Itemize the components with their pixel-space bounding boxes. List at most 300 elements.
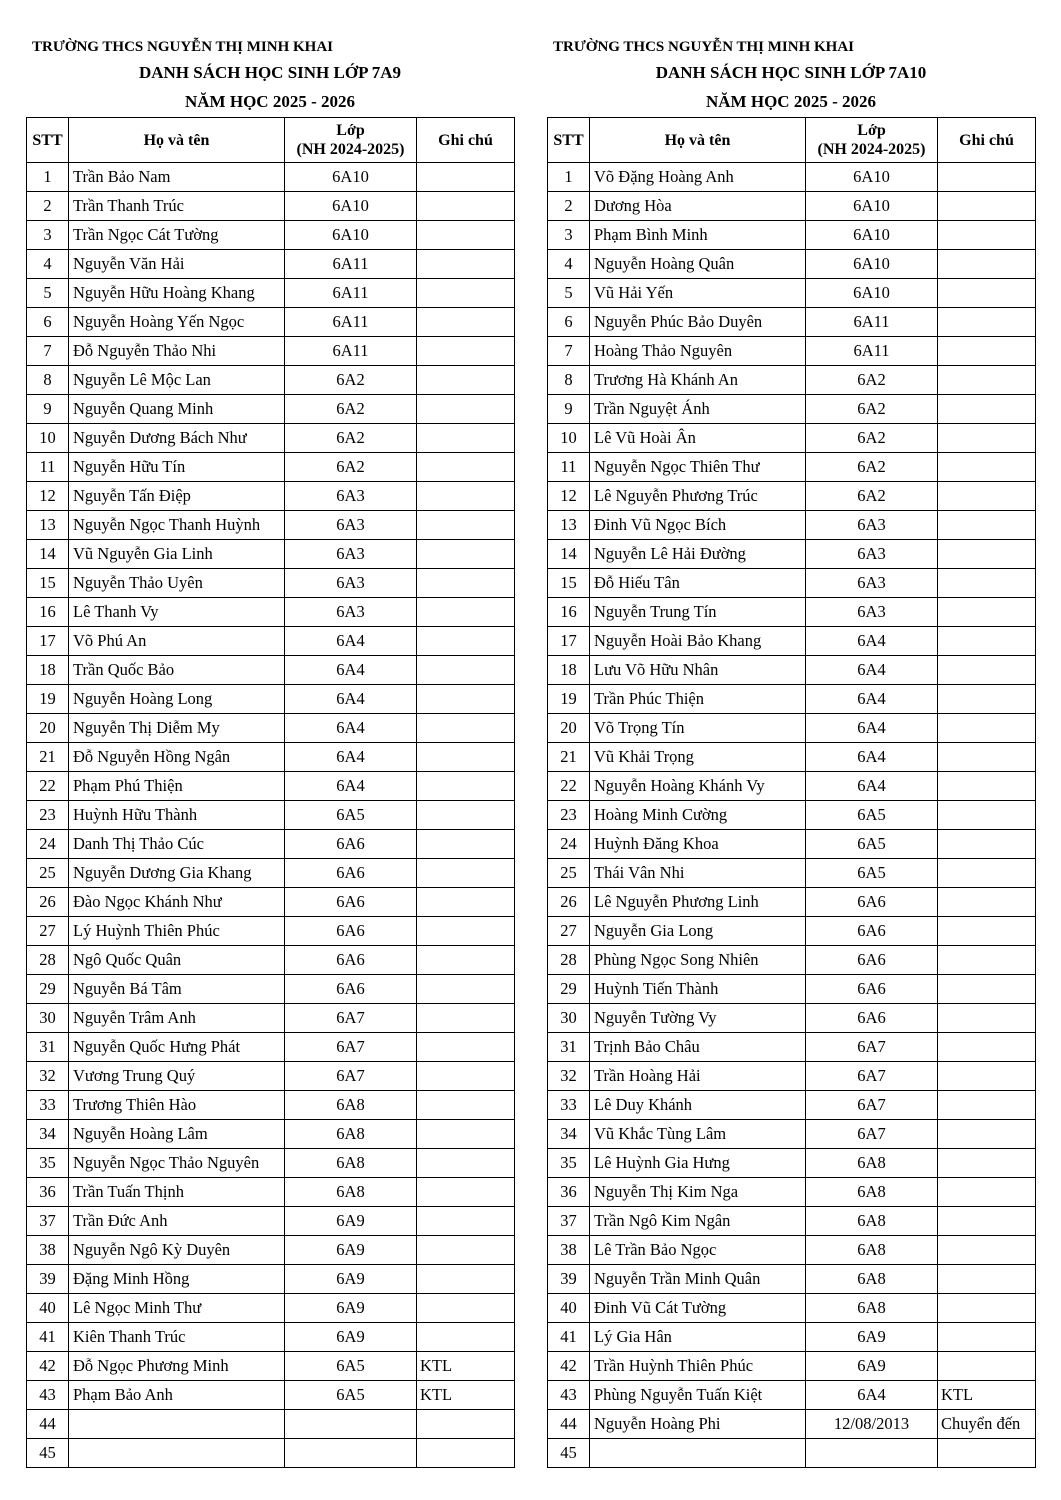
row-note: [938, 888, 1036, 917]
student-name: Vũ Nguyễn Gia Linh: [69, 540, 285, 569]
row-number: 25: [27, 859, 69, 888]
previous-class: 6A8: [806, 1294, 938, 1323]
row-note: [938, 917, 1036, 946]
student-name: Đỗ Nguyễn Thảo Nhi: [69, 337, 285, 366]
row-note: [417, 1004, 515, 1033]
table-row: [27, 685, 515, 714]
previous-class: 6A8: [285, 1178, 417, 1207]
student-name: Nguyễn Hoàng Phi: [590, 1410, 806, 1439]
row-note: [417, 743, 515, 772]
row-number: 45: [548, 1439, 590, 1468]
row-number: 33: [27, 1091, 69, 1120]
student-name: Nguyễn Hoàng Quân: [590, 250, 806, 279]
previous-class: 6A6: [285, 917, 417, 946]
row-number: 39: [27, 1265, 69, 1294]
table-row: [27, 482, 515, 511]
row-number: 14: [548, 540, 590, 569]
student-name: Nguyễn Lê Hải Đường: [590, 540, 806, 569]
table-row: [27, 540, 515, 569]
table-row: [548, 1352, 1036, 1381]
previous-class: 6A2: [285, 395, 417, 424]
table-row: [27, 1381, 515, 1410]
student-name: Phùng Nguyễn Tuấn Kiệt: [590, 1381, 806, 1410]
row-note: [938, 424, 1036, 453]
row-note: [938, 656, 1036, 685]
row-note: [417, 685, 515, 714]
previous-class: 12/08/2013: [806, 1410, 938, 1439]
row-number: 31: [27, 1033, 69, 1062]
previous-class: 6A3: [285, 598, 417, 627]
class-list-7a10: [547, 36, 1035, 1468]
table-row: [27, 1004, 515, 1033]
previous-class: 6A10: [806, 250, 938, 279]
row-number: 10: [27, 424, 69, 453]
table-row: [27, 424, 515, 453]
row-note: [938, 221, 1036, 250]
row-note: [938, 366, 1036, 395]
row-number: 37: [548, 1207, 590, 1236]
student-name: Huỳnh Tiến Thành: [590, 975, 806, 1004]
previous-class: 6A8: [806, 1149, 938, 1178]
header-class: [806, 118, 938, 163]
previous-class: 6A2: [285, 366, 417, 395]
student-name: Dương Hòa: [590, 192, 806, 221]
row-note: [417, 395, 515, 424]
row-note: [938, 337, 1036, 366]
row-note: [417, 1091, 515, 1120]
student-name: Nguyễn Tường Vy: [590, 1004, 806, 1033]
row-note: [938, 482, 1036, 511]
row-note: [417, 163, 515, 192]
previous-class: 6A2: [806, 395, 938, 424]
row-note: [938, 1265, 1036, 1294]
row-number: 20: [548, 714, 590, 743]
student-name: Đào Ngọc Khánh Như: [69, 888, 285, 917]
row-number: 2: [548, 192, 590, 221]
previous-class: 6A5: [285, 801, 417, 830]
table-row: [27, 772, 515, 801]
table-row: [548, 1178, 1036, 1207]
student-name: Nguyễn Hoàng Khánh Vy: [590, 772, 806, 801]
previous-class: 6A11: [285, 308, 417, 337]
table-row: [548, 1410, 1036, 1439]
row-note: [417, 714, 515, 743]
header-note: Ghi chú: [938, 118, 1036, 163]
previous-class: 6A9: [285, 1294, 417, 1323]
table-row: [27, 946, 515, 975]
row-note: [938, 946, 1036, 975]
row-number: 45: [27, 1439, 69, 1468]
student-name: Trần Bảo Nam: [69, 163, 285, 192]
header-stt: STT: [27, 118, 69, 163]
previous-class: 6A11: [806, 337, 938, 366]
header-class-line1: Lớp: [857, 122, 886, 139]
previous-class: 6A6: [806, 1004, 938, 1033]
previous-class: 6A4: [285, 714, 417, 743]
student-name: Hoàng Minh Cường: [590, 801, 806, 830]
row-number: 36: [27, 1178, 69, 1207]
previous-class: 6A6: [285, 888, 417, 917]
table-row: [548, 1323, 1036, 1352]
student-name: Ngô Quốc Quân: [69, 946, 285, 975]
row-number: 44: [548, 1410, 590, 1439]
table-row: [27, 743, 515, 772]
student-table: [26, 117, 515, 1468]
table-row: [548, 1004, 1036, 1033]
row-number: 34: [548, 1120, 590, 1149]
row-number: 31: [548, 1033, 590, 1062]
row-note: [417, 424, 515, 453]
previous-class: 6A11: [285, 337, 417, 366]
table-row: [548, 859, 1036, 888]
student-name: Nguyễn Trần Minh Quân: [590, 1265, 806, 1294]
previous-class: 6A8: [806, 1178, 938, 1207]
table-header-row: [548, 118, 1036, 163]
row-number: 35: [27, 1149, 69, 1178]
table-row: [27, 1265, 515, 1294]
table-row: [548, 772, 1036, 801]
table-row: [27, 221, 515, 250]
previous-class: 6A10: [806, 221, 938, 250]
table-row: [548, 221, 1036, 250]
table-row: [27, 308, 515, 337]
row-number: 6: [548, 308, 590, 337]
row-note: [938, 192, 1036, 221]
previous-class: 6A3: [285, 569, 417, 598]
student-name: Đinh Vũ Cát Tường: [590, 1294, 806, 1323]
table-row: [27, 511, 515, 540]
row-note: [417, 656, 515, 685]
previous-class: 6A8: [285, 1120, 417, 1149]
student-name: Nguyễn Ngọc Thảo Nguyên: [69, 1149, 285, 1178]
table-row: [548, 1062, 1036, 1091]
previous-class: 6A9: [806, 1323, 938, 1352]
previous-class: 6A8: [806, 1265, 938, 1294]
row-note: [417, 1149, 515, 1178]
header-stt: STT: [548, 118, 590, 163]
previous-class: 6A7: [285, 1004, 417, 1033]
previous-class: 6A9: [806, 1352, 938, 1381]
student-name: Nguyễn Ngô Kỳ Duyên: [69, 1236, 285, 1265]
student-name: Trần Tuấn Thịnh: [69, 1178, 285, 1207]
table-row: [548, 888, 1036, 917]
row-number: 5: [548, 279, 590, 308]
row-note: [417, 1120, 515, 1149]
row-number: 18: [27, 656, 69, 685]
school-year: NĂM HỌC 2025 - 2026: [706, 92, 876, 111]
list-title: DANH SÁCH HỌC SINH LỚP 7A9: [138, 63, 402, 82]
student-name: Vương Trung Quý: [69, 1062, 285, 1091]
row-number: 26: [27, 888, 69, 917]
student-name: Trương Thiên Hào: [69, 1091, 285, 1120]
student-name: Nguyễn Lê Mộc Lan: [69, 366, 285, 395]
row-note: [938, 685, 1036, 714]
student-name: Nguyễn Trung Tín: [590, 598, 806, 627]
student-name: Phạm Bảo Anh: [69, 1381, 285, 1410]
previous-class: 6A10: [285, 163, 417, 192]
row-note: [417, 1062, 515, 1091]
row-note: [417, 308, 515, 337]
row-number: 32: [548, 1062, 590, 1091]
row-number: 7: [548, 337, 590, 366]
row-note: [417, 598, 515, 627]
row-number: 27: [548, 917, 590, 946]
table-row: [548, 801, 1036, 830]
previous-class: 6A7: [806, 1033, 938, 1062]
table-row: [27, 1294, 515, 1323]
student-name: [590, 1439, 806, 1468]
row-note: [938, 511, 1036, 540]
row-note: [417, 888, 515, 917]
row-note: [938, 1207, 1036, 1236]
row-number: 11: [548, 453, 590, 482]
row-note: [417, 975, 515, 1004]
previous-class: 6A2: [806, 366, 938, 395]
table-row: [548, 1091, 1036, 1120]
previous-class: 6A6: [806, 946, 938, 975]
row-note: [417, 511, 515, 540]
row-number: 28: [27, 946, 69, 975]
row-note: [417, 1323, 515, 1352]
table-row: [27, 975, 515, 1004]
student-name: Trương Hà Khánh An: [590, 366, 806, 395]
previous-class: 6A4: [806, 772, 938, 801]
row-note: [417, 801, 515, 830]
row-number: 1: [27, 163, 69, 192]
row-number: 10: [548, 424, 590, 453]
table-row: [27, 279, 515, 308]
row-number: 38: [27, 1236, 69, 1265]
student-name: Trần Thanh Trúc: [69, 192, 285, 221]
row-number: 8: [27, 366, 69, 395]
table-row: [548, 569, 1036, 598]
row-note: KTL: [938, 1381, 1036, 1410]
row-number: 6: [27, 308, 69, 337]
previous-class: 6A7: [285, 1033, 417, 1062]
table-row: [548, 656, 1036, 685]
row-note: [417, 1294, 515, 1323]
previous-class: 6A4: [806, 685, 938, 714]
student-name: Lê Huỳnh Gia Hưng: [590, 1149, 806, 1178]
row-note: [417, 540, 515, 569]
student-name: Huỳnh Đăng Khoa: [590, 830, 806, 859]
student-name: Nguyễn Tấn Điệp: [69, 482, 285, 511]
table-row: [27, 395, 515, 424]
previous-class: 6A2: [285, 453, 417, 482]
row-number: 17: [548, 627, 590, 656]
previous-class: 6A4: [285, 627, 417, 656]
student-name: Nguyễn Trâm Anh: [69, 1004, 285, 1033]
student-name: Lý Gia Hân: [590, 1323, 806, 1352]
row-number: 40: [27, 1294, 69, 1323]
row-number: 22: [27, 772, 69, 801]
table-row: [548, 917, 1036, 946]
table-body: [27, 163, 515, 1468]
table-row: [548, 598, 1036, 627]
row-number: 34: [27, 1120, 69, 1149]
table-row: [548, 1120, 1036, 1149]
previous-class: 6A10: [806, 163, 938, 192]
row-number: 14: [27, 540, 69, 569]
row-note: [938, 540, 1036, 569]
table-row: [548, 192, 1036, 221]
row-number: 13: [27, 511, 69, 540]
student-name: Nguyễn Phúc Bảo Duyên: [590, 308, 806, 337]
row-note: [938, 279, 1036, 308]
student-name: Võ Đặng Hoàng Anh: [590, 163, 806, 192]
row-number: 41: [27, 1323, 69, 1352]
header-note: Ghi chú: [417, 118, 515, 163]
previous-class: 6A10: [285, 192, 417, 221]
row-number: 42: [27, 1352, 69, 1381]
row-note: [417, 1265, 515, 1294]
previous-class: [285, 1410, 417, 1439]
previous-class: 6A4: [285, 743, 417, 772]
previous-class: 6A10: [806, 192, 938, 221]
row-number: 3: [27, 221, 69, 250]
table-row: [27, 337, 515, 366]
student-name: Lý Huỳnh Thiên Phúc: [69, 917, 285, 946]
student-name: [69, 1410, 285, 1439]
student-name: Phùng Ngọc Song Nhiên: [590, 946, 806, 975]
row-note: [938, 1323, 1036, 1352]
previous-class: 6A11: [806, 308, 938, 337]
row-number: 29: [548, 975, 590, 1004]
row-number: 21: [27, 743, 69, 772]
student-name: Vũ Khắc Tùng Lâm: [590, 1120, 806, 1149]
table-row: [27, 1120, 515, 1149]
table-row: [548, 395, 1036, 424]
previous-class: 6A4: [806, 656, 938, 685]
row-number: 8: [548, 366, 590, 395]
previous-class: 6A6: [806, 917, 938, 946]
row-note: [417, 1439, 515, 1468]
student-name: Lưu Võ Hữu Nhân: [590, 656, 806, 685]
row-number: 1: [548, 163, 590, 192]
row-note: [417, 482, 515, 511]
list-title: DANH SÁCH HỌC SINH LỚP 7A10: [655, 63, 927, 82]
student-name: Huỳnh Hữu Thành: [69, 801, 285, 830]
student-name: Nguyễn Ngọc Thanh Huỳnh: [69, 511, 285, 540]
table-row: [27, 656, 515, 685]
row-note: [938, 1004, 1036, 1033]
student-name: Trần Ngọc Cát Tường: [69, 221, 285, 250]
row-number: 23: [548, 801, 590, 830]
row-note: [417, 627, 515, 656]
student-name: Lê Nguyễn Phương Linh: [590, 888, 806, 917]
row-note: [417, 1410, 515, 1439]
student-name: Nguyễn Hoài Bảo Khang: [590, 627, 806, 656]
student-table: [547, 117, 1036, 1468]
row-number: 4: [27, 250, 69, 279]
row-note: [938, 1120, 1036, 1149]
row-note: Chuyển đến: [938, 1410, 1036, 1439]
row-note: [417, 250, 515, 279]
previous-class: 6A3: [806, 511, 938, 540]
student-name: Nguyễn Gia Long: [590, 917, 806, 946]
student-name: Nguyễn Dương Gia Khang: [69, 859, 285, 888]
row-number: 9: [27, 395, 69, 424]
table-row: [27, 1207, 515, 1236]
student-name: Đỗ Nguyễn Hồng Ngân: [69, 743, 285, 772]
table-row: [27, 1091, 515, 1120]
row-number: 15: [548, 569, 590, 598]
table-row: [548, 627, 1036, 656]
row-note: [417, 1236, 515, 1265]
row-number: 24: [27, 830, 69, 859]
previous-class: 6A4: [285, 772, 417, 801]
row-number: 33: [548, 1091, 590, 1120]
previous-class: 6A2: [285, 424, 417, 453]
previous-class: 6A4: [806, 714, 938, 743]
table-row: [548, 1149, 1036, 1178]
previous-class: 6A5: [806, 830, 938, 859]
row-number: 35: [548, 1149, 590, 1178]
table-row: [27, 1178, 515, 1207]
table-row: [27, 192, 515, 221]
row-note: [417, 946, 515, 975]
student-name: Nguyễn Thảo Uyên: [69, 569, 285, 598]
school-name: TRƯỜNG THCS NGUYỄN THỊ MINH KHAI: [553, 39, 855, 55]
row-note: [938, 1352, 1036, 1381]
header-class-line2: (NH 2024-2025): [817, 141, 926, 158]
student-name: Lê Thanh Vy: [69, 598, 285, 627]
row-number: 30: [548, 1004, 590, 1033]
table-row: [548, 453, 1036, 482]
previous-class: 6A9: [285, 1207, 417, 1236]
table-row: [27, 714, 515, 743]
previous-class: 6A3: [285, 482, 417, 511]
table-row: [27, 250, 515, 279]
row-note: [417, 279, 515, 308]
previous-class: 6A10: [806, 279, 938, 308]
header-class: [285, 118, 417, 163]
previous-class: 6A6: [285, 975, 417, 1004]
student-name: Phạm Bình Minh: [590, 221, 806, 250]
previous-class: 6A11: [285, 279, 417, 308]
header-class-line1: Lớp: [336, 122, 365, 139]
row-number: 19: [548, 685, 590, 714]
table-row: [27, 917, 515, 946]
table-row: [548, 250, 1036, 279]
row-note: [417, 192, 515, 221]
table-row: [548, 975, 1036, 1004]
previous-class: 6A6: [806, 975, 938, 1004]
header-class-line2: (NH 2024-2025): [296, 141, 405, 158]
row-note: [938, 801, 1036, 830]
row-note: [938, 1178, 1036, 1207]
row-number: 12: [548, 482, 590, 511]
previous-class: 6A3: [806, 598, 938, 627]
student-name: Lê Ngọc Minh Thư: [69, 1294, 285, 1323]
row-note: [938, 627, 1036, 656]
row-number: 24: [548, 830, 590, 859]
row-note: [938, 772, 1036, 801]
table-row: [548, 337, 1036, 366]
row-number: 16: [27, 598, 69, 627]
student-name: Nguyễn Thị Diễm My: [69, 714, 285, 743]
row-note: KTL: [417, 1381, 515, 1410]
row-number: 21: [548, 743, 590, 772]
row-note: [417, 830, 515, 859]
previous-class: 6A5: [285, 1381, 417, 1410]
row-number: 40: [548, 1294, 590, 1323]
previous-class: 6A4: [806, 627, 938, 656]
row-number: 36: [548, 1178, 590, 1207]
previous-class: 6A7: [806, 1120, 938, 1149]
student-name: Thái Vân Nhi: [590, 859, 806, 888]
previous-class: [285, 1439, 417, 1468]
